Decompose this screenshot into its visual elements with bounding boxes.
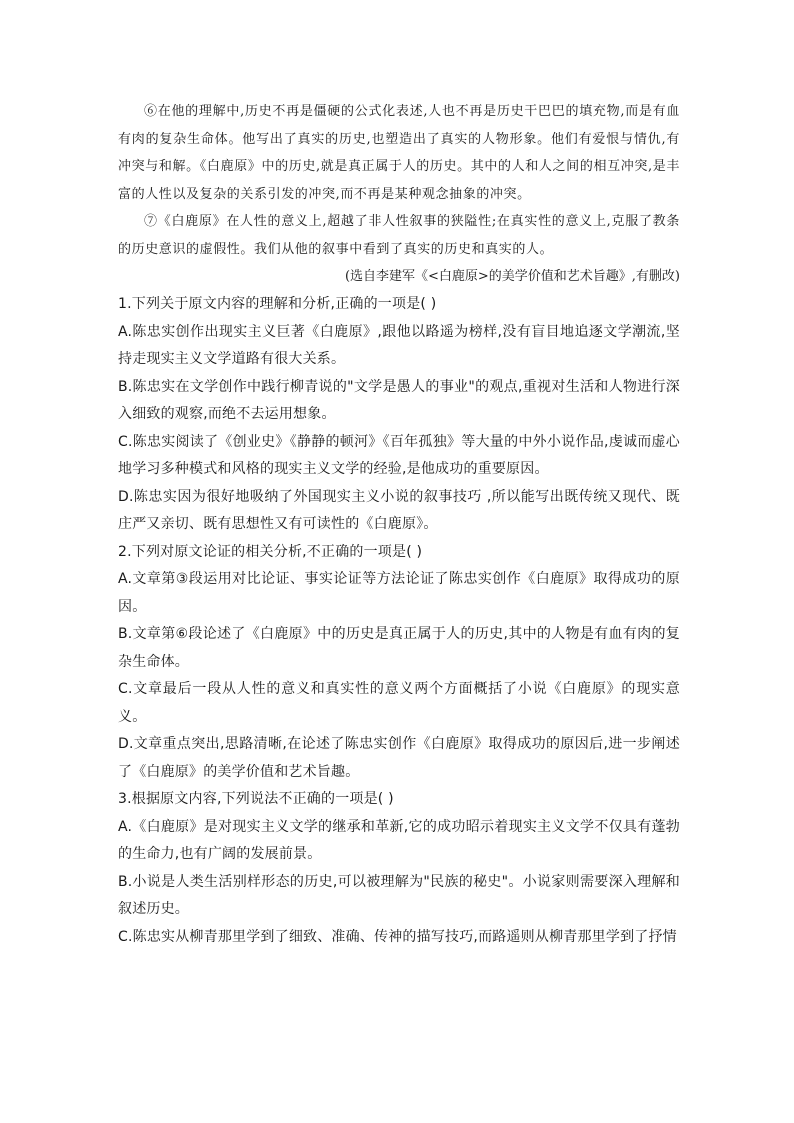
question-2-option-d: D.文章重点突出,思路清晰,在论述了陈忠实创作《白鹿原》取得成功的原因后,进一步阐述了《白鹿原》的美学价值和艺术旨趣。	[118, 736, 680, 780]
question-2-stem: 2.下列对原文论证的相关分析,不正确的一项是( )	[118, 543, 423, 560]
question-1-option-a: A.陈忠实创作出现实主义巨著《白鹿原》,跟他以路遥为榜样,没有盲目地追逐文学潮流,坚持走现实主义文学道路有很大关系。	[118, 323, 680, 367]
question-2-option-c: C.文章最后一段从人性的意义和真实性的意义两个方面概括了小说《白鹿原》的现实意义。	[118, 681, 680, 725]
question-2	[118, 539, 680, 787]
question-1-option-d: D.陈忠实因为很好地吸纳了外国现实主义小说的叙事技巧 ,所以能写出既传统又现代、既庄严又亲切、既有思想性又有可读性的《白鹿原》。	[118, 488, 680, 532]
exam-page	[118, 98, 680, 951]
passage-paragraph-6: ⑥在他的理解中,历史不再是僵硬的公式化表述,人也不再是历史干巴巴的填充物,而是有血有肉的复杂生命体。他写出了真实的历史,也塑造出了真实的人物形象。他们有爱恨与情仇,有冲突与和解。《白鹿原》中的历史,就是真正属于人的历史。其中的人和人之间的相互冲突,是丰富的人性以及复杂的关系引发的冲突,而不再是某种观念抽象的冲突。	[118, 104, 680, 202]
question-2-option-b: B.文章第⑥段论述了《白鹿原》中的历史是真正属于人的历史,其中的人物是有血有肉的复杂生命体。	[118, 626, 680, 670]
question-2-option-a: A.文章第③段运用对比论证、事实论证等方法论证了陈忠实创作《白鹿原》取得成功的原因。	[118, 571, 680, 615]
passage-source-citation: (选自李建军《<白鹿原>的美学价值和艺术旨趣》,有删改)	[344, 269, 680, 284]
passage-paragraph-7: ⑦《白鹿原》在人性的意义上,超越了非人性叙事的狭隘性;在真实性的意义上,克服了教条的历史意识的虚假性。我们从他的叙事中看到了真实的历史和真实的人。	[118, 214, 680, 257]
question-1-option-c: C.陈忠实阅读了《创业史》《静静的顿河》《百年孤独》等大量的中外小说作品,虔诚而虚心地学习多种模式和风格的现实主义文学的经验,是他成功的重要原因。	[118, 433, 680, 477]
question-1-option-b: B.陈忠实在文学创作中践行柳青说的"文学是愚人的事业"的观点,重视对生活和人物进行深入细致的观察,而绝不去运用想象。	[118, 378, 680, 422]
question-3-option-c: C.陈忠实从柳青那里学到了细致、准确、传神的描写技巧,而路遥则从柳青那里学到了抒情	[118, 928, 677, 945]
question-1-stem: 1.下列关于原文内容的理解和分析,正确的一项是( )	[118, 296, 437, 312]
question-3-option-b: B.小说是人类生活别样形态的历史,可以被理解为"民族的秘史"。小说家则需要深入理解和叙述历史。	[118, 873, 680, 917]
question-3-option-a: A.《白鹿原》是对现实主义文学的继承和革新,它的成功昭示着现实主义文学不仅具有蓬勃的生命力,也有广阔的发展前景。	[118, 818, 680, 862]
question-1	[118, 291, 680, 539]
question-3	[118, 786, 680, 951]
question-3-stem: 3.根据原文内容,下列说法不正确的一项是( )	[118, 791, 394, 807]
